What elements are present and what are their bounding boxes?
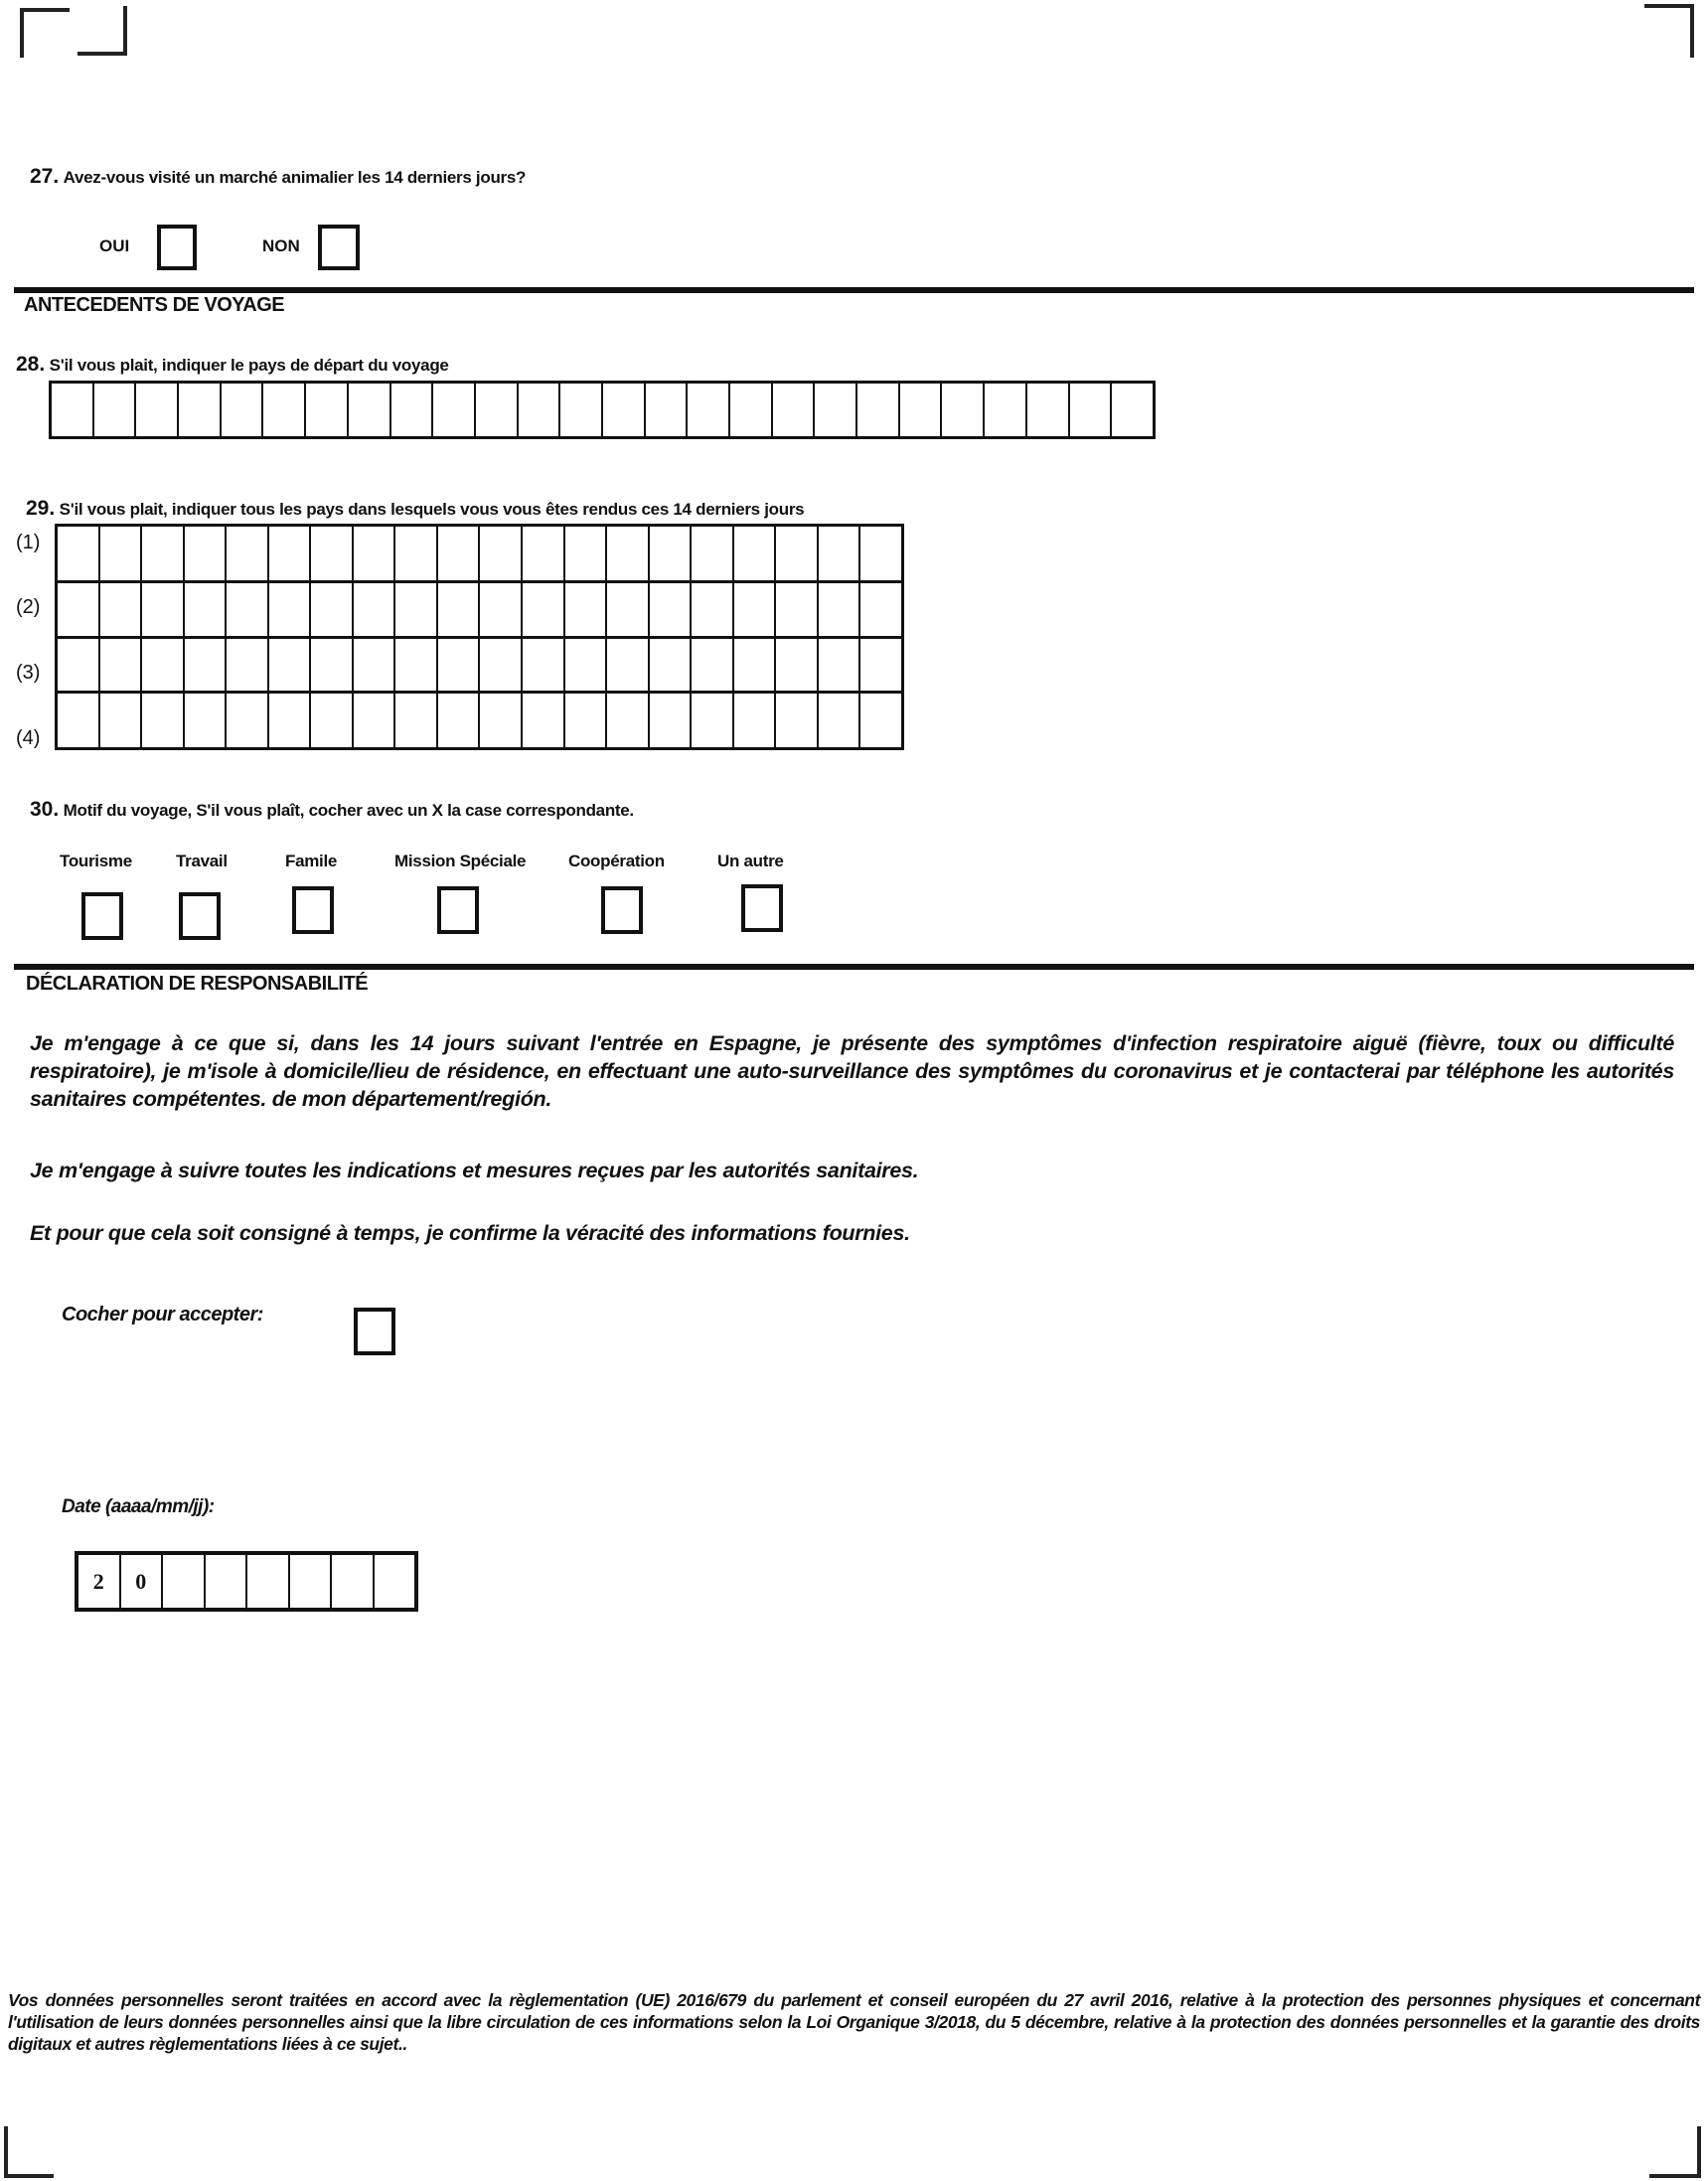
question-number: 30. bbox=[30, 798, 60, 821]
option-label-tourisme: Tourisme bbox=[60, 852, 132, 870]
question-text: Avez-vous visité un marché animalier les 14 derniers jours? bbox=[63, 168, 527, 187]
option-label-oui: OUI bbox=[99, 236, 130, 255]
declaration-paragraph-2: Je m'engage à suivre toutes les indications et mesures reçues par les autorités sanitaires. bbox=[30, 1159, 919, 1182]
option-label-famile: Famile bbox=[285, 852, 338, 870]
date-digit: 2 bbox=[78, 1555, 121, 1608]
option-label-cooperation: Coopération bbox=[568, 852, 665, 870]
question-text: S'il vous plait, indiquer tous les pays dans lesquels vous vous êtes rendus ces 14 derniers jours bbox=[59, 500, 805, 519]
question-number: 27. bbox=[30, 165, 60, 188]
visited-country-field-4[interactable] bbox=[55, 691, 904, 750]
checkbox-mission-speciale[interactable] bbox=[437, 886, 479, 934]
section-title-declaration: DÉCLARATION DE RESPONSABILITÉ bbox=[26, 973, 369, 995]
declaration-paragraph-3: Et pour que cela soit consigné à temps, je confirme la véracité des informations fournies. bbox=[30, 1221, 910, 1245]
checkbox-tourisme[interactable] bbox=[81, 892, 123, 940]
option-label-travail: Travail bbox=[176, 852, 228, 870]
checkbox-un-autre[interactable] bbox=[741, 884, 783, 932]
date-field[interactable] bbox=[75, 1551, 418, 1612]
date-digit bbox=[163, 1555, 206, 1608]
date-digit bbox=[290, 1555, 333, 1608]
section-title-travel: ANTECEDENTS DE VOYAGE bbox=[24, 294, 285, 316]
accept-checkbox[interactable] bbox=[354, 1308, 395, 1355]
date-digit: 0 bbox=[121, 1555, 164, 1608]
checkbox-non[interactable] bbox=[318, 225, 360, 270]
departure-country-field[interactable] bbox=[49, 381, 1156, 439]
date-digit bbox=[206, 1555, 248, 1608]
date-digit bbox=[375, 1555, 415, 1608]
checkbox-travail[interactable] bbox=[179, 892, 221, 940]
visited-country-field-3[interactable] bbox=[55, 636, 904, 694]
row-label: (3) bbox=[16, 662, 41, 684]
question-number: 29. bbox=[26, 497, 56, 520]
row-label: (1) bbox=[16, 532, 41, 553]
visited-country-field-1[interactable] bbox=[55, 524, 904, 583]
checkbox-cooperation[interactable] bbox=[601, 886, 643, 934]
date-digit bbox=[332, 1555, 375, 1608]
date-label: Date (aaaa/mm/jj): bbox=[62, 1496, 215, 1517]
declaration-paragraph-1: Je m'engage à ce que si, dans les 14 jours suivant l'entrée en Espagne, je présente des symptômes d'infection respiratoire aiguë (fièvre, toux ou difficulté respiratoire), je m'isole à domicile/lieu de résidence, en effectuant une auto-surveillance des symptômes du coronavirus et je contacterai par téléphone les autorités sanitaires compétentes. de mon département/región. bbox=[30, 1031, 1674, 1111]
section-divider bbox=[14, 287, 1694, 293]
date-digit bbox=[247, 1555, 290, 1608]
accept-label: Cocher pour accepter: bbox=[62, 1304, 263, 1325]
checkbox-famile[interactable] bbox=[292, 886, 334, 934]
visited-country-field-2[interactable] bbox=[55, 580, 904, 640]
question-30 bbox=[30, 798, 634, 822]
row-label: (4) bbox=[16, 727, 41, 749]
question-27 bbox=[30, 165, 526, 189]
question-28 bbox=[16, 353, 449, 377]
option-label-un-autre: Un autre bbox=[717, 852, 784, 870]
section-divider bbox=[14, 964, 1694, 970]
question-text: Motif du voyage, S'il vous plaît, cocher avec un X la case correspondante. bbox=[63, 801, 634, 820]
row-label: (2) bbox=[16, 596, 41, 618]
question-29 bbox=[26, 497, 804, 521]
question-text: S'il vous plait, indiquer le pays de départ du voyage bbox=[49, 356, 449, 375]
option-label-non: NON bbox=[262, 236, 300, 255]
data-protection-notice: Vos données personnelles seront traitées en accord avec la règlementation (UE) 2016/679 du parlement et conseil européen du 27 avril 2016, relative à la protection des personnes physiques et concernant l'utilisation de leurs données personnelles ainsi que la libre circulation de ces informations selon la Loi Organique 3/2018, du 5 décembre, relative à la protection des données personnelles et la garantie des droits digitaux et autres règlementations liées à ce sujet.. bbox=[8, 1990, 1700, 2054]
checkbox-oui[interactable] bbox=[157, 225, 197, 270]
option-label-mission-speciale: Mission Spéciale bbox=[394, 852, 527, 870]
question-number: 28. bbox=[16, 353, 46, 376]
